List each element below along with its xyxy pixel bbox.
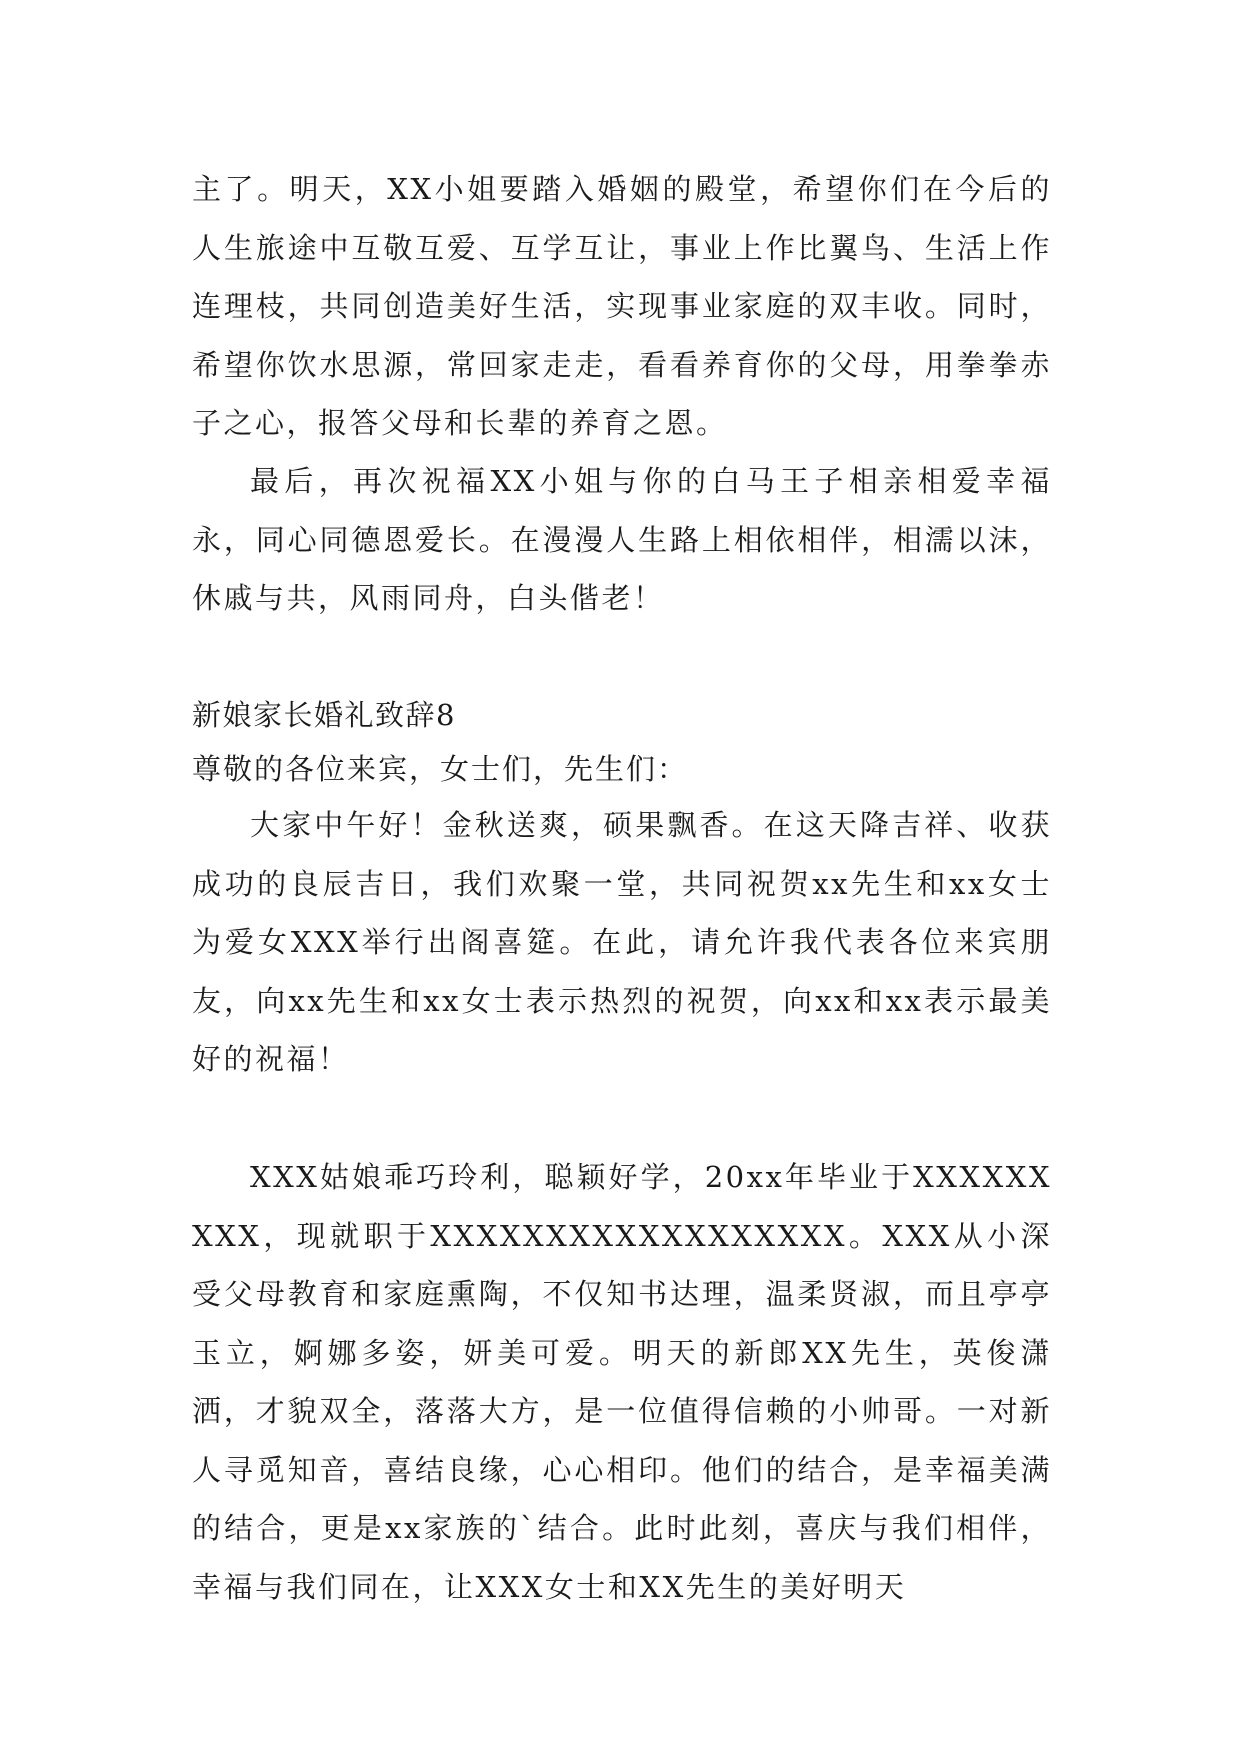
- paragraph-bride-introduction: XXX姑娘乖巧玲利，聪颖好学，20xx年毕业于XXXXXXXXX，现就职于XXXXXXXXXXXXXXXXXX。XXX从小深受父母教育和家庭熏陶，不仅知书达理，温柔贤淑，而且亭亭玉立，婀娜多姿，妍美可爱。明天的新郎XX先生，英俊潇洒，才貌双全，落落大方，是一位值得信赖的小帅哥。一对新人寻觅知音，喜结良缘，心心相印。他们的结合，是幸福美满的结合，更是xx家族的`结合。此时此刻，喜庆与我们相伴，幸福与我们同在，让XXX女士和XX先生的美好明天: [192, 1160, 1052, 1604]
- section-heading: 新娘家长婚礼致辞8: [192, 698, 456, 732]
- paragraph-closing-blessing: 最后，再次祝福XX小姐与你的白马王子相亲相爱幸福永，同心同德恩爱长。在漫漫人生路上相依相伴，相濡以沫，休戚与共，风雨同舟，白头偕老！: [192, 464, 1052, 615]
- paragraph-greeting: 大家中午好！金秋送爽，硕果飘香。在这天降吉祥、收获成功的良辰吉日，我们欢聚一堂，共同祝贺xx先生和xx女士为爱女XXX举行出阁喜筵。在此，请允许我代表各位来宾朋友，向xx先生和xx女士表示热烈的祝贺，向xx和xx表示最美好的祝福！: [192, 808, 1052, 1076]
- paragraph-continuation: 主了。明天，XX小姐要踏入婚姻的殿堂，希望你们在今后的人生旅途中互敬互爱、互学互让，事业上作比翼鸟、生活上作连理枝，共同创造美好生活，实现事业家庭的双丰收。同时，希望你饮水思源，常回家走走，看看养育你的父母，用拳拳赤子之心，报答父母和长辈的养育之恩。: [192, 172, 1052, 440]
- salutation: 尊敬的各位来宾，女士们，先生们：: [192, 752, 689, 786]
